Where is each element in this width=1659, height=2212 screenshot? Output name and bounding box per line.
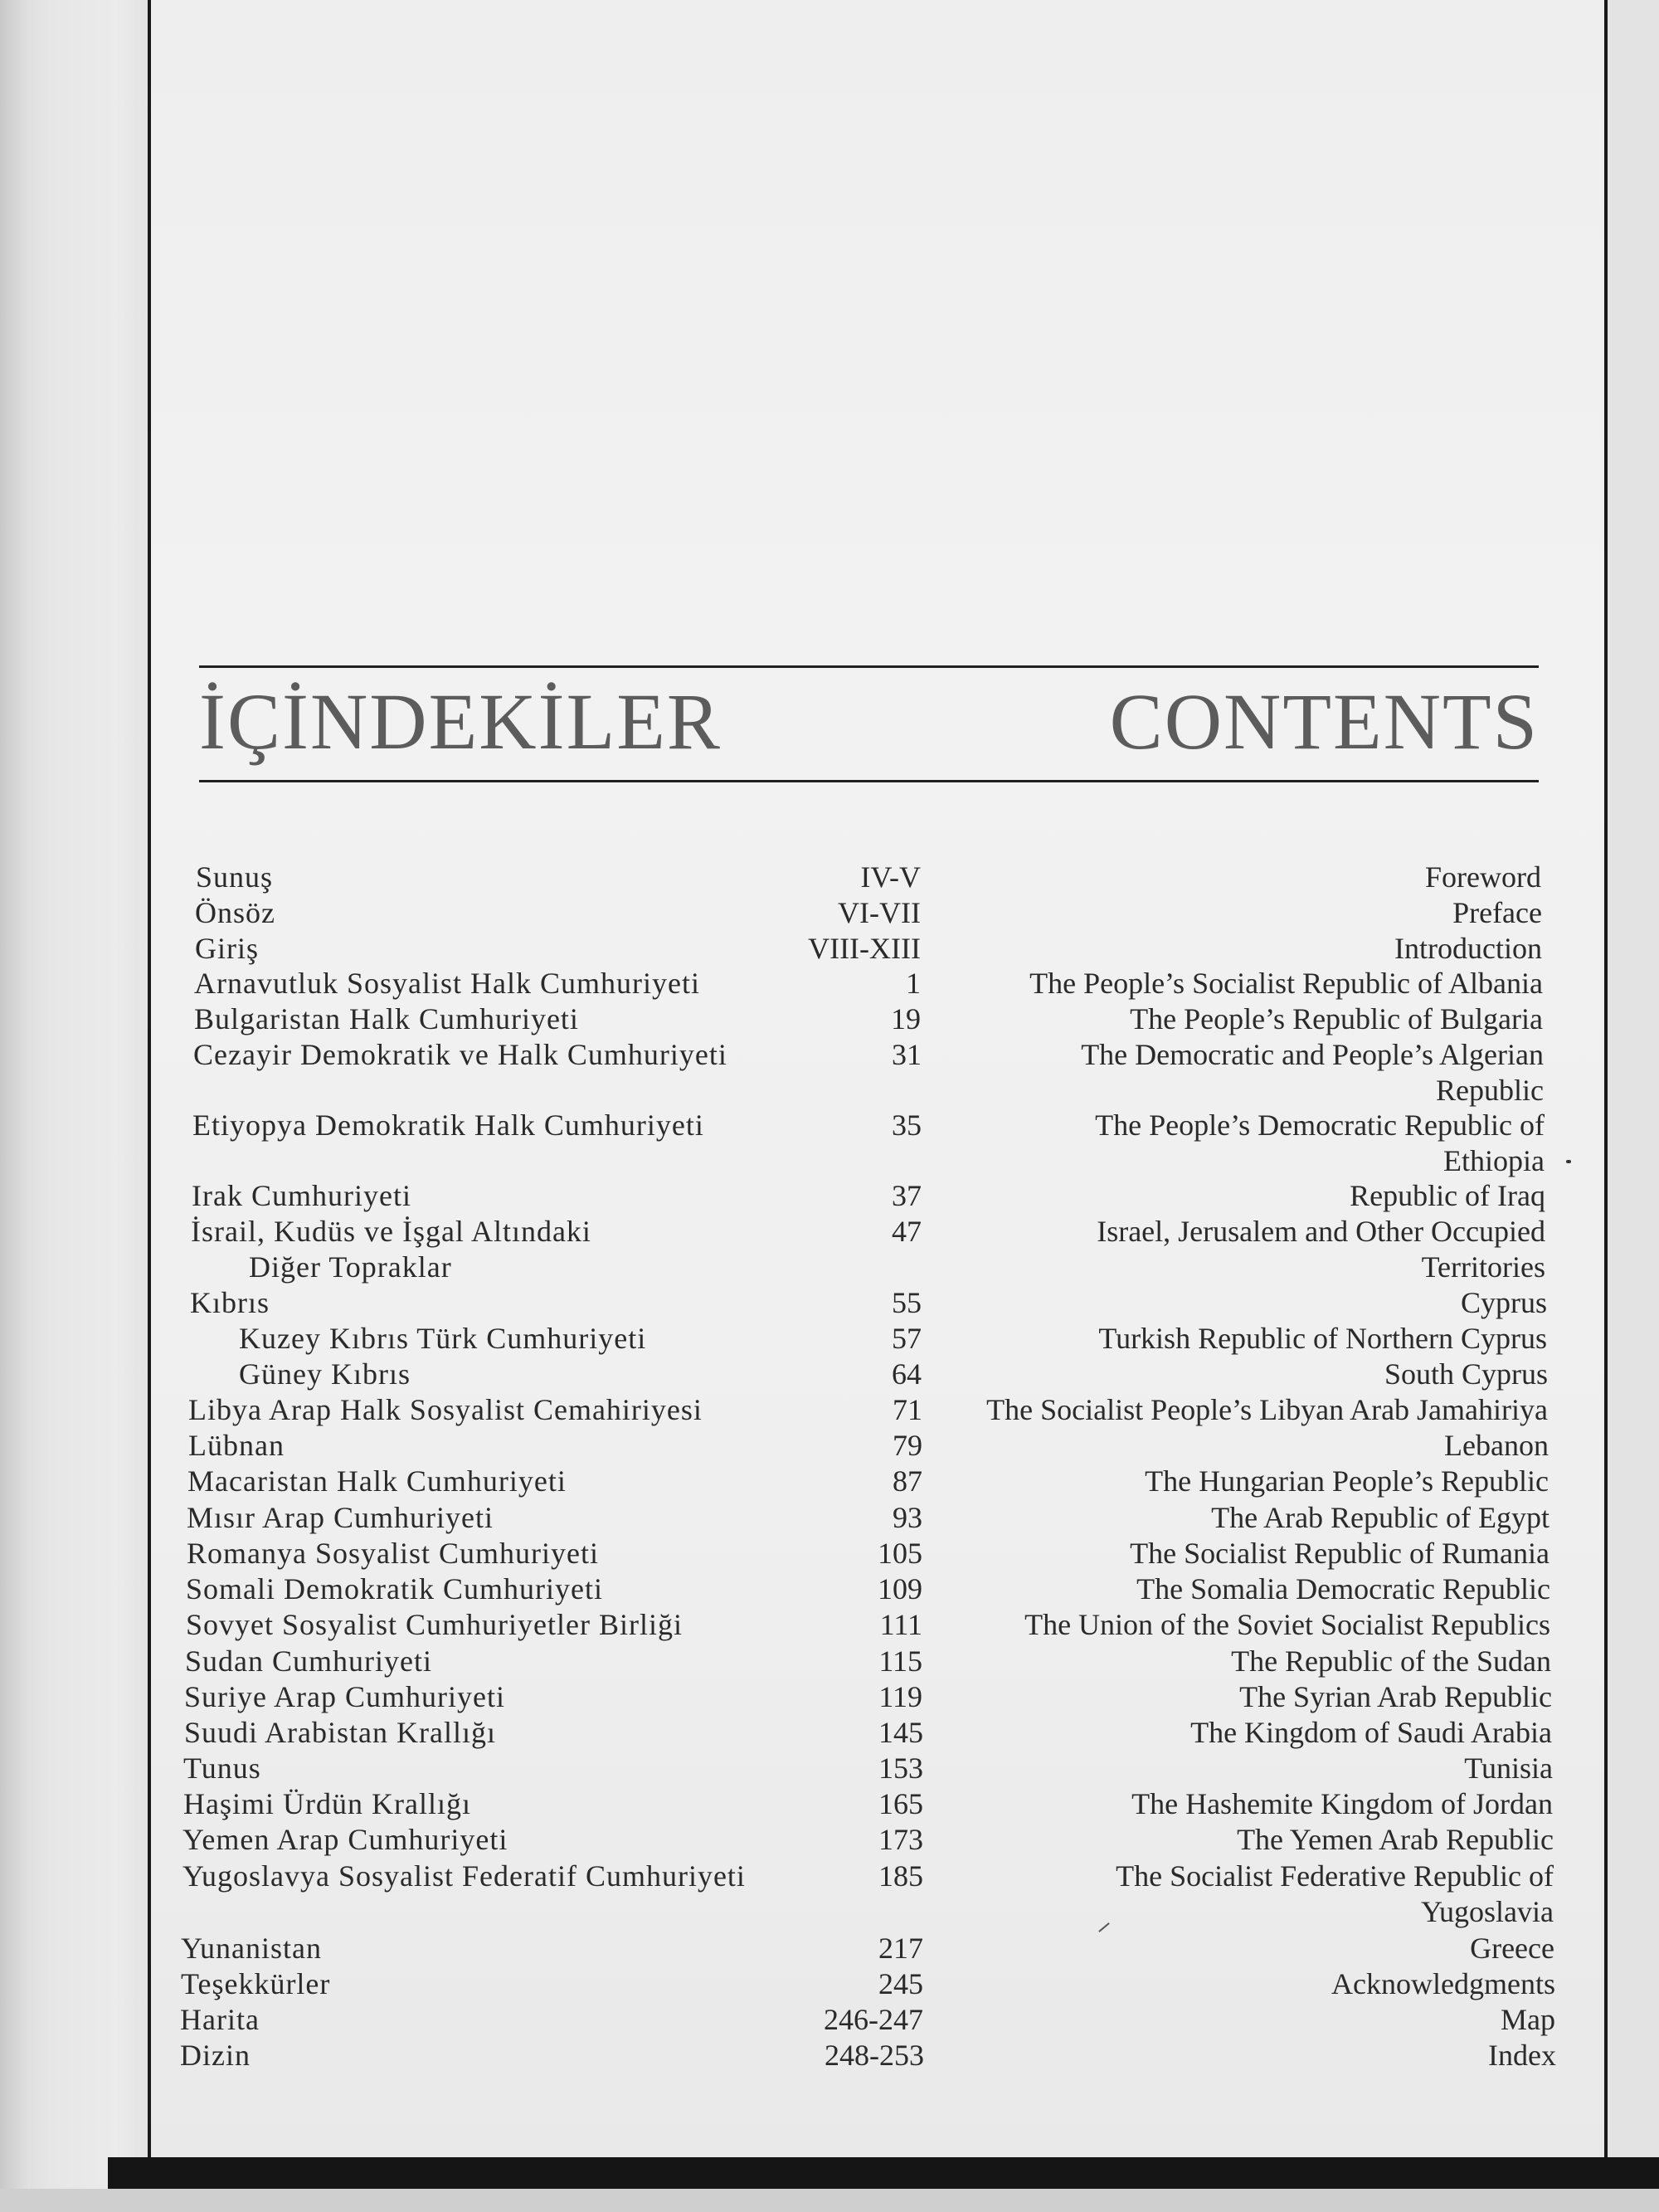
toc-page-number: 47 <box>892 1215 922 1248</box>
toc-title-english: Tunisia <box>1464 1752 1553 1785</box>
toc-title-turkish-continued: Diğer Topraklar <box>249 1250 452 1284</box>
toc-title-turkish: Haşimi Ürdün Krallığı <box>183 1787 471 1820</box>
toc-title-turkish: Harita <box>180 2003 260 2036</box>
toc-page-number: 115 <box>878 1644 922 1678</box>
toc-title-turkish: Sudan Cumhuriyeti <box>185 1644 432 1678</box>
toc-page-number: 145 <box>878 1716 923 1749</box>
toc-title-turkish: Yugoslavya Sosyalist Federatif Cumhuriyeti <box>182 1859 746 1893</box>
toc-title-turkish: Romanya Sosyalist Cumhuriyeti <box>187 1537 599 1570</box>
toc-page-number: 105 <box>878 1537 922 1570</box>
toc-page-number: 1 <box>906 967 921 1000</box>
toc-title-turkish: Yunanistan <box>181 1932 322 1965</box>
toc-title-english: The People’s Democratic Republic of <box>1095 1108 1545 1142</box>
toc-page-number: 246-247 <box>824 2003 923 2036</box>
toc-title-turkish: Etiyopya Demokratik Halk Cumhuriyeti <box>192 1108 704 1142</box>
toc-title-english: The People’s Socialist Republic of Albania <box>1029 967 1543 1000</box>
toc-title-turkish: Arnavutluk Sosyalist Halk Cumhuriyeti <box>194 967 700 1000</box>
toc-page-number: 217 <box>878 1932 923 1965</box>
toc-title-english: The Union of the Soviet Socialist Republics <box>1024 1608 1550 1641</box>
toc-page-number: IV-V <box>860 860 921 894</box>
toc-title-english: Foreword <box>1425 860 1541 894</box>
toc-title-turkish: Lübnan <box>188 1429 285 1462</box>
toc-title-english: The Arab Republic of Egypt <box>1211 1501 1550 1534</box>
page-bottom-band <box>108 2157 1659 2189</box>
toc-title-english: South Cyprus <box>1384 1357 1548 1391</box>
toc-page-number: 248-253 <box>825 2039 924 2072</box>
toc-title-english: The Socialist Federative Republic of <box>1116 1859 1554 1893</box>
toc-page-number: 111 <box>879 1608 922 1641</box>
toc-title-turkish: Libya Arap Halk Sosyalist Cemahiriyesi <box>188 1393 703 1426</box>
toc-title-turkish: İsrail, Kudüs ve İşgal Altındaki <box>191 1215 591 1248</box>
toc-page-number: 57 <box>892 1322 922 1355</box>
toc-title-turkish: Teşekkürler <box>181 1967 331 2000</box>
toc-page-number: 93 <box>893 1501 922 1534</box>
toc-page-number: 119 <box>878 1680 922 1713</box>
toc-title-turkish: Sunuş <box>196 860 274 894</box>
toc-title-turkish: Sovyet Sosyalist Cumhuriyetler Birliği <box>186 1608 683 1641</box>
toc-title-english-continued: Republic <box>1436 1074 1544 1107</box>
toc-title-turkish: Macaristan Halk Cumhuriyeti <box>187 1464 567 1498</box>
toc-title-english: The Socialist Republic of Rumania <box>1130 1537 1550 1570</box>
toc-title-english: Preface <box>1452 896 1542 929</box>
table-surface <box>0 2189 1659 2212</box>
toc-title-english: The Kingdom of Saudi Arabia <box>1190 1716 1552 1749</box>
toc-page-number: 55 <box>892 1286 922 1319</box>
toc-title-english: The Syrian Arab Republic <box>1239 1680 1552 1713</box>
toc-title-english: Lebanon <box>1444 1429 1549 1462</box>
toc-title-turkish: Irak Cumhuriyeti <box>192 1179 411 1212</box>
toc-page-number: 165 <box>878 1787 923 1820</box>
toc-title-turkish: Tunus <box>183 1752 261 1785</box>
heading-turkish: İÇİNDEKİLER <box>199 677 722 766</box>
toc-title-english-continued: Yugoslavia <box>1421 1895 1554 1928</box>
toc-title-turkish: Suudi Arabistan Krallığı <box>184 1716 496 1749</box>
toc-title-turkish: Suriye Arap Cumhuriyeti <box>184 1680 505 1713</box>
toc-title-english: Turkish Republic of Northern Cyprus <box>1098 1322 1547 1355</box>
toc-title-english: Acknowledgments <box>1331 1967 1555 2000</box>
toc-title-english: Israel, Jerusalem and Other Occupied <box>1097 1215 1545 1248</box>
toc-title-english-continued: Territories <box>1421 1250 1545 1284</box>
toc-title-english: Introduction <box>1394 932 1542 965</box>
toc-title-turkish: Önsöz <box>195 896 275 929</box>
toc-title-turkish: Güney Kıbrıs <box>239 1357 411 1391</box>
toc-title-turkish: Giriş <box>195 932 259 965</box>
toc-page-number: 109 <box>878 1572 922 1605</box>
toc-title-turkish: Dizin <box>180 2039 251 2072</box>
toc-page-number: 35 <box>892 1108 922 1142</box>
toc-title-english: The Socialist People’s Libyan Arab Jamahiriya <box>986 1393 1548 1426</box>
toc-page-number: 153 <box>878 1752 923 1785</box>
toc-title-english: The Hashemite Kingdom of Jordan <box>1131 1787 1553 1820</box>
toc-page-number: 19 <box>891 1002 921 1035</box>
ink-speck <box>1566 1160 1571 1163</box>
toc-title-turkish: Yemen Arap Cumhuriyeti <box>182 1823 508 1856</box>
toc-title-turkish: Kıbrıs <box>190 1286 270 1319</box>
toc-title-turkish: Mısır Arap Cumhuriyeti <box>187 1501 494 1534</box>
toc-title-english: Cyprus <box>1460 1286 1547 1319</box>
toc-title-english: Republic of Iraq <box>1350 1179 1545 1212</box>
toc-page-number: 87 <box>893 1464 922 1498</box>
toc-title-turkish: Bulgaristan Halk Cumhuriyeti <box>194 1002 579 1035</box>
toc-page-number: 185 <box>878 1859 923 1893</box>
heading-english: CONTENTS <box>1109 677 1539 766</box>
toc-title-english: Map <box>1501 2003 1555 2036</box>
toc-page-number: 31 <box>892 1038 922 1071</box>
toc-page-number: VI-VII <box>838 896 921 929</box>
toc-title-turkish: Cezayir Demokratik ve Halk Cumhuriyeti <box>193 1038 727 1071</box>
toc-page-number: 71 <box>893 1393 922 1426</box>
toc-title-english: Index <box>1488 2039 1556 2072</box>
toc-title-english: The Yemen Arab Republic <box>1237 1823 1554 1856</box>
toc-title-turkish: Kuzey Kıbrıs Türk Cumhuriyeti <box>239 1322 647 1355</box>
toc-page-number: 245 <box>878 1967 923 2000</box>
toc-page-number: VIII-XIII <box>808 932 921 965</box>
toc-title-english: The Hungarian People’s Republic <box>1145 1464 1549 1498</box>
toc-title-english: Greece <box>1470 1932 1554 1965</box>
toc-page-number: 64 <box>892 1357 922 1391</box>
toc-title-turkish: Somali Demokratik Cumhuriyeti <box>186 1572 603 1605</box>
toc-page-number: 79 <box>893 1429 922 1462</box>
toc-title-english: The Somalia Democratic Republic <box>1136 1572 1550 1605</box>
toc-page-number: 173 <box>878 1823 923 1856</box>
toc-title-english: The Republic of the Sudan <box>1231 1644 1551 1678</box>
toc-title-english: The Democratic and People’s Algerian <box>1081 1038 1544 1071</box>
toc-title-english: The People’s Republic of Bulgaria <box>1130 1002 1543 1035</box>
toc-page-number: 37 <box>892 1179 922 1212</box>
toc-title-english-continued: Ethiopia <box>1443 1144 1545 1177</box>
